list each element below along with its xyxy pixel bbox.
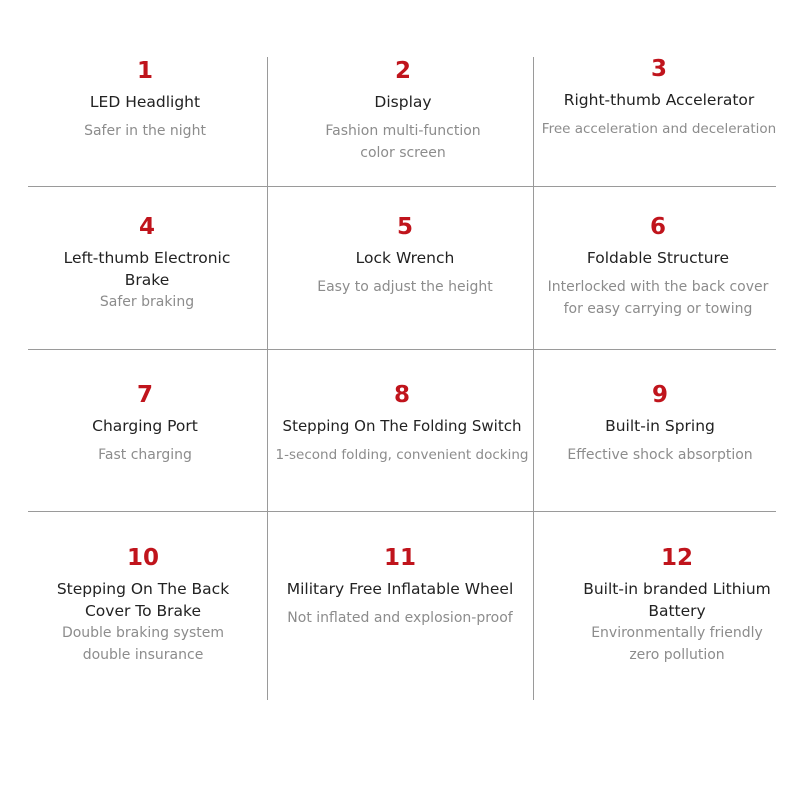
feature-description: Effective shock absorption bbox=[567, 447, 753, 463]
feature-description: double insurance bbox=[82, 647, 204, 663]
feature-number: 9 bbox=[651, 382, 668, 408]
feature-number: 3 bbox=[650, 56, 667, 82]
feature-cell-7 bbox=[15, 381, 275, 466]
feature-description: Double braking system bbox=[61, 625, 225, 641]
feature-number: 6 bbox=[649, 214, 666, 240]
feature-description: Safer in the night bbox=[84, 123, 206, 139]
feature-title: Built-in branded Lithium bbox=[583, 580, 771, 598]
feature-number: 11 bbox=[383, 545, 416, 571]
feature-number: 7 bbox=[136, 382, 153, 408]
feature-cell-5 bbox=[275, 213, 535, 298]
feature-title: Built-in Spring bbox=[605, 417, 715, 435]
feature-title: Foldable Structure bbox=[586, 249, 730, 267]
feature-title: Cover To Brake bbox=[84, 602, 202, 620]
feature-cell-8 bbox=[270, 381, 534, 466]
row-divider-1 bbox=[28, 186, 776, 187]
feature-description: zero pollution bbox=[629, 647, 725, 663]
feature-cell-4 bbox=[17, 213, 277, 313]
feature-description: Interlocked with the back cover bbox=[547, 279, 769, 295]
feature-number: 5 bbox=[396, 214, 413, 240]
feature-title: Left-thumb Electronic bbox=[63, 249, 231, 267]
feature-number: 1 bbox=[136, 58, 153, 84]
feature-title: Charging Port bbox=[92, 417, 198, 435]
feature-title: Battery bbox=[648, 602, 706, 620]
feature-description: Fashion multi-function bbox=[325, 123, 481, 139]
feature-cell-11 bbox=[270, 544, 530, 629]
feature-number: 4 bbox=[138, 214, 155, 240]
feature-description: 1-second folding, convenient docking bbox=[275, 447, 529, 463]
feature-description: Free acceleration and deceleration bbox=[541, 121, 777, 137]
column-divider-2 bbox=[533, 57, 534, 700]
feature-title: Lock Wrench bbox=[355, 249, 455, 267]
feature-description: Not inflated and explosion-proof bbox=[287, 610, 513, 626]
feature-number: 2 bbox=[394, 58, 411, 84]
feature-cell-1 bbox=[15, 57, 275, 142]
feature-description: Safer braking bbox=[99, 294, 195, 310]
feature-number: 12 bbox=[660, 545, 693, 571]
feature-cell-6 bbox=[528, 213, 788, 320]
feature-title: Brake bbox=[124, 271, 170, 289]
feature-number: 10 bbox=[126, 545, 159, 571]
feature-title: Display bbox=[374, 93, 432, 111]
feature-number: 8 bbox=[393, 382, 410, 408]
feature-title: Military Free Inflatable Wheel bbox=[286, 580, 514, 598]
row-divider-2 bbox=[28, 349, 776, 350]
feature-description: Fast charging bbox=[98, 447, 192, 463]
feature-cell-10 bbox=[13, 544, 273, 666]
feature-title: Stepping On The Back bbox=[56, 580, 230, 598]
feature-cell-12 bbox=[547, 544, 800, 666]
feature-description: Easy to adjust the height bbox=[317, 279, 493, 295]
feature-cell-2 bbox=[273, 57, 533, 164]
feature-description: Environmentally friendly bbox=[591, 625, 763, 641]
feature-cell-3 bbox=[529, 55, 789, 140]
feature-description: for easy carrying or towing bbox=[563, 301, 753, 317]
feature-description: color screen bbox=[360, 145, 446, 161]
feature-title: Right-thumb Accelerator bbox=[563, 91, 755, 109]
feature-title: Stepping On The Folding Switch bbox=[282, 417, 522, 435]
feature-title: LED Headlight bbox=[89, 93, 201, 111]
row-divider-3 bbox=[28, 511, 776, 512]
feature-cell-9 bbox=[530, 381, 790, 466]
